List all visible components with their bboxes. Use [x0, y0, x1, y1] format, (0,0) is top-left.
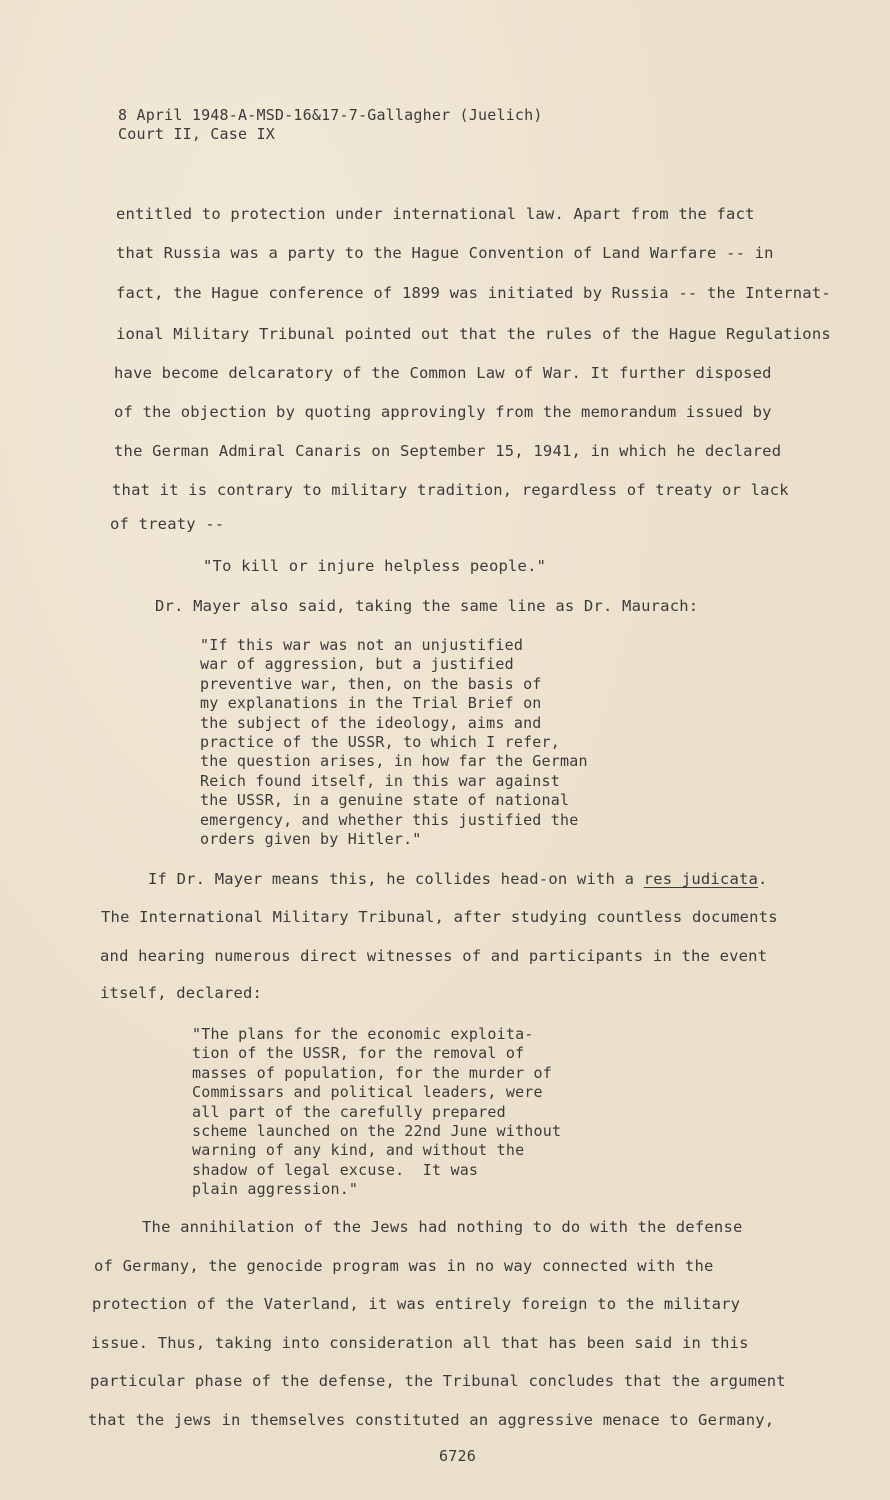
quote-line: tion of the USSR, for the removal of	[192, 1044, 525, 1063]
quote-block-mayer	[200, 636, 588, 849]
quote-line: the question arises, in how far the German	[200, 752, 588, 771]
paragraph-line: have become delcaratory of the Common Law of War. It further disposed	[114, 364, 772, 382]
quote-line: the USSR, in a genuine state of national	[200, 791, 570, 810]
paragraph-line: of the objection by quoting approvingly from the memorandum issued by	[114, 403, 772, 421]
paragraph-line: ional Military Tribunal pointed out that the rules of the Hague Regulations	[116, 325, 831, 343]
res-judicata-underlined: res judicata	[643, 870, 759, 888]
paragraph-mayer-intro: Dr. Mayer also said, taking the same line as Dr. Maurach:	[155, 597, 699, 615]
paragraph-line: itself, declared:	[100, 984, 263, 1002]
paragraph-line: that the jews in themselves constituted an aggressive menace to Germany,	[88, 1411, 775, 1429]
quote-line: orders given by Hitler."	[200, 830, 422, 849]
quote-line: practice of the USSR, to which I refer,	[200, 733, 560, 752]
quote-line: Reich found itself, in this war against	[200, 771, 560, 790]
paragraph-line: of Germany, the genocide program was in no way connected with the	[94, 1257, 714, 1275]
quote-line: scheme launched on the 22nd June without	[192, 1122, 562, 1141]
quote-line: warning of any kind, and without the	[192, 1141, 525, 1160]
quote-line: preventive war, then, on the basis of	[200, 674, 542, 693]
paragraph-line: and hearing numerous direct witnesses of and participants in the event	[100, 947, 768, 965]
quote-line: my explanations in the Trial Brief on	[200, 694, 542, 713]
quote-block-tribunal	[192, 1025, 561, 1200]
paragraph-line: The International Military Tribunal, after studying countless documents	[101, 908, 778, 926]
paragraph-line: that it is contrary to military tradition, regardless of treaty or lack	[112, 481, 789, 499]
paragraph-line: fact, the Hague conference of 1899 was initiated by Russia -- the Internat-	[116, 284, 831, 302]
quote-helpless-people: "To kill or injure helpless people."	[203, 557, 547, 575]
paragraph-line: particular phase of the defense, the Tribunal concludes that the argument	[90, 1372, 786, 1390]
paragraph-line: The annihilation of the Jews had nothing to do with the defense	[142, 1218, 743, 1236]
paragraph-line: issue. Thus, taking into consideration all that has been said in this	[91, 1334, 749, 1352]
quote-line: Commissars and political leaders, were	[192, 1083, 543, 1102]
quote-line: "If this war was not an unjustified	[200, 636, 524, 654]
page-number: 6726	[439, 1447, 476, 1465]
quote-line: the subject of the ideology, aims and	[200, 713, 542, 732]
quote-line: all part of the carefully prepared	[192, 1102, 506, 1121]
paragraph-text: .	[758, 870, 768, 888]
quote-line: shadow of legal excuse. It was	[192, 1160, 479, 1179]
quote-line: war of aggression, but a justified	[200, 655, 514, 674]
quote-line: "The plans for the economic exploita-	[192, 1025, 534, 1043]
paragraph-line: protection of the Vaterland, it was entirely foreign to the military	[92, 1295, 741, 1313]
paragraph-text: If Dr. Mayer means this, he collides head-on with a	[148, 870, 644, 888]
paragraph-line: that Russia was a party to the Hague Convention of Land Warfare -- in	[116, 244, 774, 262]
header-line-1: 8 April 1948-A-MSD-16&17-7-Gallagher (Juelich)	[118, 106, 543, 124]
paragraph-res-judicata-line	[148, 870, 768, 888]
paragraph-line: the German Admiral Canaris on September 15, 1941, in which he declared	[114, 442, 782, 460]
quote-line: emergency, and whether this justified the	[200, 810, 579, 829]
header-line-2: Court II, Case IX	[118, 125, 275, 143]
quote-line: masses of population, for the murder of	[192, 1063, 552, 1082]
paragraph-line: of treaty --	[110, 515, 225, 533]
paragraph-line: entitled to protection under international law. Apart from the fact	[116, 205, 755, 223]
quote-line: plain aggression."	[192, 1180, 359, 1199]
